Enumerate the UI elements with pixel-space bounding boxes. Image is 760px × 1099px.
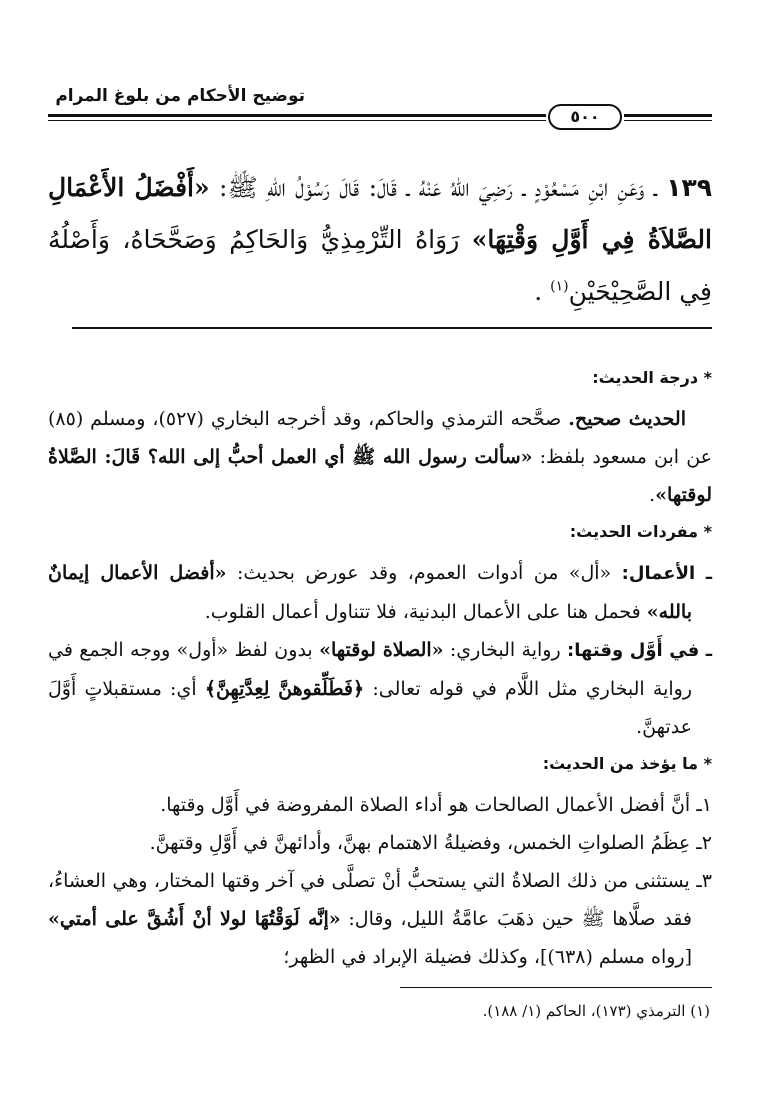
grade-quote: «سألت رسول الله ﷺ أي العمل أحبُّ إلى الله؟ قَالَ: الصَّلاةُ لوقتها» — [48, 446, 712, 506]
header-rule-thin — [48, 120, 546, 121]
heading-lessons: * ما يؤخذ من الحديث: — [542, 754, 712, 773]
header-rule-right — [624, 114, 712, 117]
vocab-text: أي: مستقبلاتٍ أَوَّلَ عدتهنَّ. — [48, 678, 692, 738]
lesson-text: [رواه مسلم (٦٣٨)]، وكذلك فضيلة الإبراد في الظهر؛ — [283, 946, 692, 968]
header-rule — [48, 114, 546, 117]
vocab-item-1 — [48, 554, 712, 631]
hadith-number: ١٣٩ — [666, 173, 712, 202]
vocab-text: «أل» من أدوات العموم، وقد عورض بحديث: — [226, 562, 622, 584]
vocab-text: رواية البخاري: — [443, 639, 567, 661]
hadith-attribution: رَوَاهُ التِّرْمِذِيُّ وَالحَاكِمُ وَصَحَّحَاهُ، وَأَصْلُهُ فِي الصَّحِيْحَيْنِ — [48, 225, 712, 306]
hadith-intro: ـ وَعَنِ ابْنِ مَسْعُوْدٍ ـ رَضِيَ اللهُ عَنْهُ ـ قَالَ: قَالَ رَسُوْلُ اللهِ ﷺ: — [219, 173, 657, 202]
footnote-text: الترمذي (١٧٣)، الحاكم (١/ ١٨٨). — [482, 1002, 686, 1020]
commentary — [48, 360, 712, 976]
section-divider — [72, 327, 712, 329]
vocab-quote: «أفضل الأعمال إيمانٌ بالله» — [48, 562, 692, 623]
running-header-title: توضيح الأحكام من بلوغ المرام — [55, 86, 305, 106]
vocab-term-1: ـ الأعمال: — [621, 563, 712, 584]
heading-grade: * درجة الحديث: — [592, 368, 712, 387]
lesson-quote: «إنَّه لَوَقْتُهَا لولا أنْ أَشُقَّ على أمتي» — [48, 908, 341, 930]
vocab-term-2: ـ في أَوَّل وقتها: — [567, 640, 713, 661]
quran-quote: ﴿فَطَلِّقوهنَّ لِعِدَّتِهِنَّ﴾ — [204, 678, 365, 700]
vocab-text: بدون لفظ «أول» ووجه الجمع في رواية البخاري مثل اللَّام في قوله تعالى: — [48, 639, 693, 700]
heading-vocab: * مفردات الحديث: — [569, 522, 712, 541]
grade-paragraph — [48, 400, 712, 514]
lesson-item-1: ١ـ أنَّ أفضل الأعمال الصالحات هو أداء الصلاة المفروضة في أَوَّل وقتها. — [160, 794, 712, 816]
hadith-end: . — [534, 277, 543, 306]
grade-end: . — [649, 484, 656, 506]
vocab-text: فحمل هنا على الأعمال البدنية، فلا تتناول أعمال القلوب. — [204, 601, 647, 623]
header-rule-right-thin — [624, 120, 712, 121]
hadith-text — [48, 162, 712, 318]
vocab-item-2 — [48, 631, 712, 746]
grade-text: صحَّحه الترمذي والحاكم، وقد أخرجه البخاري (٥٢٧)، ومسلم (٨٥) عن ابن مسعود بلفظ: — [48, 408, 712, 468]
lesson-item-2: ٢ـ عِظَمُ الصلواتِ الخمس، وفضيلةُ الاهتمام بهنَّ، وأدائهنَّ في أَوَّلِ وقتهنَّ. — [149, 832, 712, 854]
footnote — [50, 998, 710, 1024]
hadith-quote: «أَفْضَلُ الأَعْمَالِ الصَّلاَةُ فِي أَوَّلِ وَقْتِهَا» — [48, 173, 712, 254]
vocab-quote: «الصلاة لوقتها» — [319, 639, 444, 661]
page-number: ٥٠٠ — [548, 104, 622, 130]
grade-verdict: الحديث صحيح. — [568, 408, 686, 430]
footnote-number: (١) — [690, 1002, 710, 1020]
footnote-ref: (١) — [550, 278, 569, 295]
lesson-text: ٣ـ يستثنى من ذلك الصلاةُ التي يستحبُّ أنْ تصلَّى في آخر وقتها المختار، وهي العشاءُ، فقد صلَّاها ﷺ حين ذهَبَ عامَّةُ الليل، وقال: — [48, 870, 712, 930]
footnote-rule — [400, 987, 712, 988]
lesson-item-3 — [48, 862, 712, 976]
